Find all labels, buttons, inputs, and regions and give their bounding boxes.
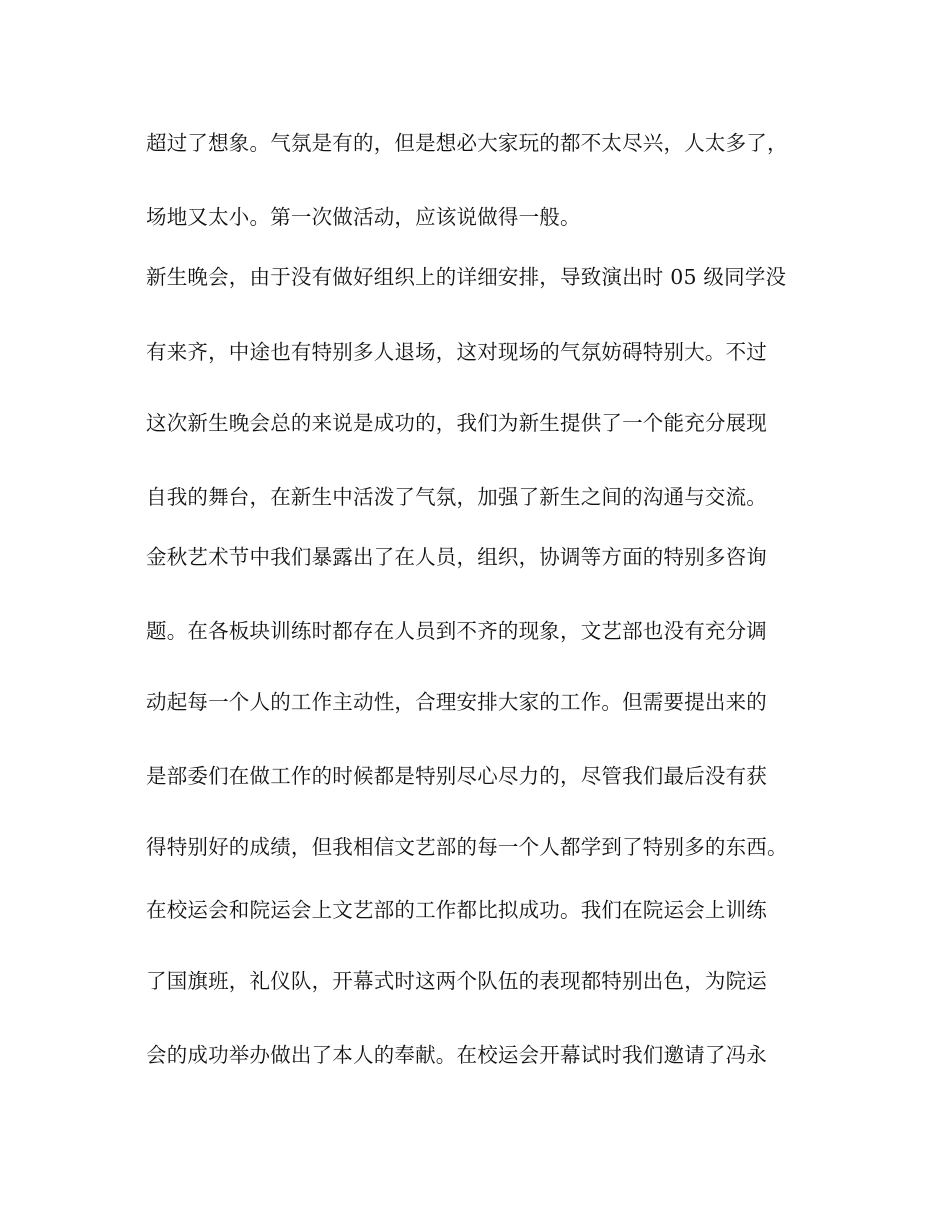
text-line: 在校运会和院运会上文艺部的工作都比拟成功。我们在院运会上训练 <box>146 898 767 922</box>
text-line: 会的成功举办做出了本人的奉献。在校运会开幕试时我们邀请了冯永 <box>146 1043 767 1067</box>
text-line: 场地又太小。第一次做活动，应该说做得一般。 <box>146 205 581 229</box>
text-line: 是部委们在做工作的时候都是特别尽心尽力的，尽管我们最后没有获 <box>146 764 767 788</box>
text-line: 了国旗班，礼仪队，开幕式时这两个队伍的表现都特别出色，为院运 <box>146 969 767 993</box>
text-line: 金秋艺术节中我们暴露出了在人员，组织，协调等方面的特别多咨询 <box>146 545 767 569</box>
text-line: 自我的舞台，在新生中活泼了气氛，加强了新生之间的沟通与交流。 <box>146 485 767 509</box>
text-line: 这次新生晚会总的来说是成功的，我们为新生提供了一个能充分展现 <box>146 411 767 435</box>
text-line: 得特别好的成绩，但我相信文艺部的每一个人都学到了特别多的东西。 <box>146 835 788 859</box>
text-line: 有来齐，中途也有特别多人退场，这对现场的气氛妨碍特别大。不过 <box>146 340 767 364</box>
text-line: 题。在各板块训练时都存在人员到不齐的现象，文艺部也没有充分调 <box>146 619 767 643</box>
text-line: 动起每一个人的工作主动性，合理安排大家的工作。但需要提出来的 <box>146 690 767 714</box>
text-line: 超过了想象。气氛是有的，但是想必大家玩的都不太尽兴，人太多了， <box>146 131 788 155</box>
text-line: 新生晚会，由于没有做好组织上的详细安排，导致演出时 05 级同学没 <box>146 265 787 289</box>
